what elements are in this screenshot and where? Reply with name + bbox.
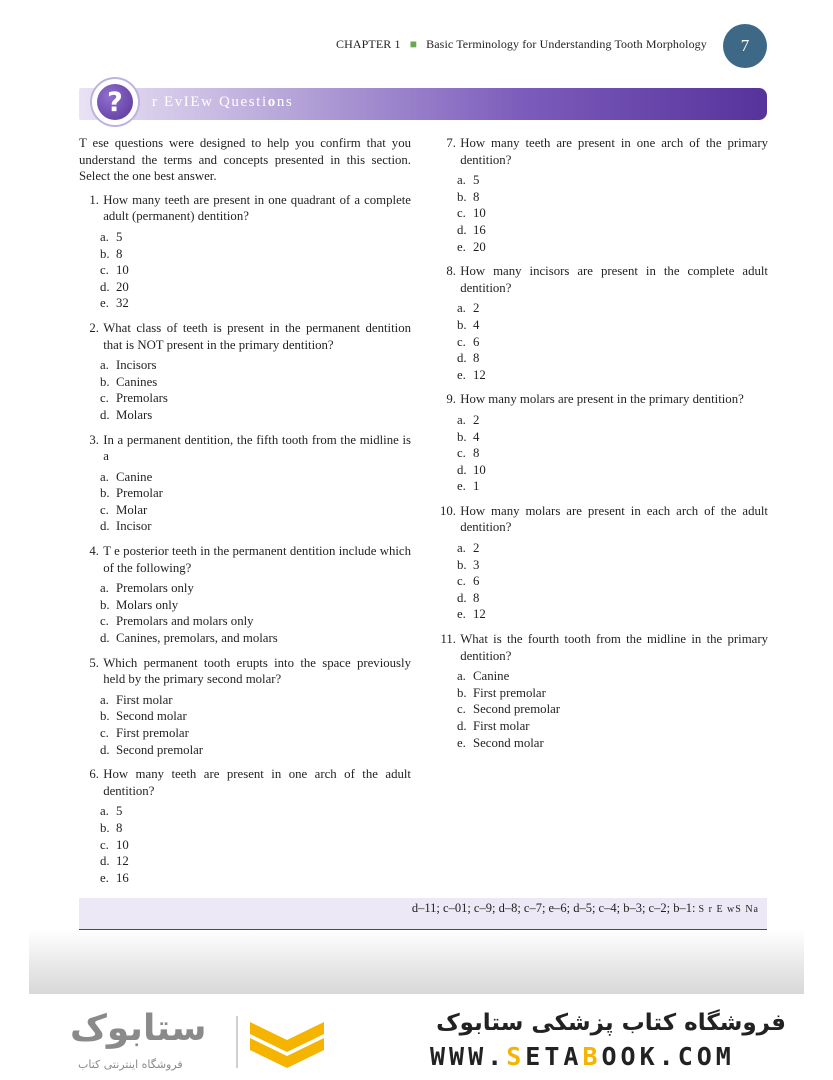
answer-option [100,485,411,502]
answer-key-bar [79,898,767,931]
answer-option [457,239,768,256]
answer-option [100,407,411,424]
option-text: 1 [473,479,480,494]
answer-options [100,692,411,758]
option-text: 8 [473,590,480,605]
page-number: 7 [723,24,767,68]
option-text: First premolar [473,685,546,700]
question-stem [79,543,411,576]
option-letter: b. [457,557,467,572]
option-letter: a. [100,469,109,484]
option-letter: d. [457,590,467,605]
store-logo-subtitle: فروشگاه اینترنتی کتاب [78,1058,183,1071]
question-text: T e posterior teeth in the permanent dentition include which of the following? [103,544,411,575]
option-letter: b. [100,820,110,835]
answer-options [100,580,411,646]
answer-option [100,229,411,246]
option-text: 16 [473,222,486,237]
question-item [79,655,411,759]
question-stem [79,766,411,799]
option-letter: e. [457,479,466,494]
option-letter: c. [100,263,109,278]
option-text: First molar [473,719,530,733]
question-stem [436,391,768,408]
option-letter: a. [457,301,466,316]
option-letter: b. [100,709,110,724]
option-text: First premolar [116,726,189,740]
answer-option [100,374,411,391]
answer-option [457,606,768,623]
answer-option [100,803,411,820]
question-mark-icon: ? [97,84,133,120]
answer-option [457,445,768,462]
option-letter: a. [100,581,109,596]
section-title: r EvIEw Questions [152,94,294,110]
option-text: 4 [473,429,480,444]
question-text: How many molars are present in each arch of the adult dentition? [460,503,768,535]
logo-divider [236,1016,238,1068]
option-text: 20 [473,239,486,254]
question-text: Which permanent tooth erupts into the space previously held by the primary second molar? [103,655,411,687]
answer-option [100,279,411,296]
chevron-logo-icon [248,1018,326,1070]
option-letter: d. [457,462,467,477]
option-letter: a. [457,541,466,556]
option-text: 8 [473,189,480,204]
answer-option [100,262,411,279]
option-text: Molar [116,502,148,517]
option-text: 5 [473,173,480,188]
option-letter: a. [457,412,466,427]
option-letter: a. [100,804,109,819]
answer-option [457,573,768,590]
option-letter: b. [100,486,110,501]
option-text: 10 [116,837,129,852]
answer-option [457,701,768,718]
left-column [79,135,411,894]
option-text: Molars only [116,597,179,612]
option-letter: c. [100,726,109,740]
option-letter: d. [100,854,110,869]
option-letter: a. [457,669,466,684]
option-text: 8 [116,246,123,261]
option-letter: d. [457,351,467,366]
right-column [436,135,768,759]
option-text: 16 [116,870,129,885]
option-letter: c. [457,446,466,461]
option-text: 12 [116,854,129,869]
option-text: Incisor [116,519,152,534]
option-text: Premolars only [116,581,194,596]
question-text: How many teeth are present in one arch of the adult dentition? [103,767,411,798]
answer-option [100,357,411,374]
answer-option [100,725,411,742]
store-url[interactable]: WWW.SETABOOK.COM [430,1042,735,1071]
question-stem [79,432,411,465]
question-stem [79,192,411,225]
option-text: Premolars and molars only [116,614,254,629]
option-text: 8 [473,351,480,366]
question-item [79,766,411,886]
question-number: 8. [446,264,456,279]
option-letter: c. [100,837,109,852]
question-number: 7. [446,136,456,150]
answer-option [100,820,411,837]
option-letter: e. [457,607,466,622]
option-letter: b. [457,189,467,204]
question-item [79,432,411,536]
option-text: 10 [473,462,486,477]
answer-option [457,668,768,685]
option-text: 10 [116,263,129,278]
option-text: 2 [473,541,480,556]
answer-option [100,708,411,725]
option-text: Second molar [116,709,187,724]
question-item [436,631,768,751]
question-text: How many teeth are present in one arch of the primary dentition? [460,136,768,167]
option-letter: d. [100,279,110,294]
answer-option [100,469,411,486]
option-letter: a. [100,692,109,707]
answer-option [457,590,768,607]
option-letter: a. [100,229,109,244]
answer-options [100,357,411,423]
answer-option [457,429,768,446]
option-text: Molars [116,407,153,422]
header-separator-dot: ■ [409,37,418,51]
chapter-title: Basic Terminology for Understanding Tooth Morphology [426,37,707,51]
question-number: 4. [89,544,99,559]
question-text: What class of teeth is present in the permanent dentition that is NOT present in the primary dentition? [103,320,411,352]
option-letter: e. [457,239,466,254]
question-item [79,192,411,312]
option-text: 12 [473,607,486,622]
option-letter: e. [457,735,466,750]
question-item [436,503,768,623]
option-letter: c. [457,334,466,349]
running-header [336,37,707,52]
intro-paragraph: T ese questions were designed to help you confirm that you understand the terms and concepts presented in this section. Select the one best answer. [79,136,411,184]
answer-option [457,735,768,752]
option-text: Second premolar [116,742,204,757]
option-letter: a. [100,358,109,373]
answer-option [100,630,411,647]
option-letter: b. [100,597,110,612]
question-item [79,320,411,424]
answer-options [100,469,411,535]
option-text: Second molar [473,735,544,750]
answer-option [100,870,411,887]
answer-option [100,597,411,614]
answer-option [100,853,411,870]
option-letter: c. [100,614,109,629]
answer-option [100,742,411,759]
option-letter: d. [457,719,467,733]
option-letter: d. [457,222,467,237]
option-text: 10 [473,206,486,221]
answer-option [100,390,411,407]
answer-options [457,668,768,751]
question-number: 1. [89,192,99,207]
answer-option [457,367,768,384]
option-letter: c. [457,206,466,221]
option-text: Canine [473,669,510,684]
option-text: 5 [116,804,123,819]
answer-option [457,172,768,189]
answer-option [457,222,768,239]
option-letter: e. [100,296,109,311]
question-stem [436,135,768,168]
option-letter: d. [100,519,110,534]
option-text: Premolars [116,391,168,406]
option-text: 5 [116,229,123,244]
option-letter: b. [100,374,110,389]
question-text: How many teeth are present in one quadrant of a complete adult (permanent) dentition? [103,192,411,224]
question-stem [436,631,768,664]
option-text: 3 [473,557,480,572]
option-text: 2 [473,412,480,427]
option-letter: c. [457,702,466,717]
option-text: First molar [116,692,173,707]
option-text: 6 [473,334,480,349]
option-text: 4 [473,317,480,332]
answer-option [100,518,411,535]
question-text: How many molars are present in the primary dentition? [460,392,744,407]
answer-options [100,803,411,886]
question-text: In a permanent dentition, the fifth tooth from the midline is a [103,432,411,464]
option-text: Canine [116,469,153,484]
option-letter: e. [457,367,466,382]
option-text: Incisors [116,358,157,373]
option-text: 6 [473,574,480,589]
question-number: 3. [89,432,99,447]
answer-options [100,229,411,312]
question-number: 11. [440,632,456,647]
answer-option [457,685,768,702]
option-letter: c. [100,391,109,406]
question-item [79,543,411,647]
option-letter: a. [457,173,466,188]
question-item [436,391,768,495]
answer-option [100,692,411,709]
question-stem [436,263,768,296]
option-letter: e. [100,870,109,885]
answer-option [457,205,768,222]
answer-options [457,172,768,255]
option-letter: d. [100,407,110,422]
question-text: What is the fourth tooth from the midline in the primary dentition? [460,632,768,663]
option-letter: b. [457,685,467,700]
question-number: 5. [89,655,99,670]
question-number: 10. [440,503,456,518]
option-letter: b. [457,429,467,444]
option-text: 32 [116,296,129,311]
answer-option [100,837,411,854]
answer-option [100,502,411,519]
answer-option [457,350,768,367]
question-stem [79,655,411,688]
option-text: 20 [116,279,129,294]
answer-option [457,462,768,479]
answer-option [100,580,411,597]
answer-option [457,300,768,317]
option-text: Premolar [116,486,163,501]
answer-option [457,540,768,557]
answer-option [100,613,411,630]
question-number: 6. [89,767,99,782]
answer-option [457,189,768,206]
option-text: Canines [116,374,158,389]
answer-option [457,334,768,351]
answer-option [457,412,768,429]
answer-key-label: S r E wS Na [698,904,759,915]
answer-option [457,317,768,334]
answer-option [457,718,768,735]
option-text: 8 [473,446,480,461]
chapter-label: CHAPTER 1 [336,37,401,51]
option-text: 8 [116,820,123,835]
answer-options [457,300,768,383]
answer-option [100,246,411,263]
question-number: 9. [446,392,456,407]
answer-option [457,478,768,495]
option-text: 12 [473,367,486,382]
option-letter: d. [100,742,110,757]
store-title: فروشگاه کتاب پزشکی ستابوک [436,1010,786,1036]
question-stem [79,320,411,353]
question-item [436,135,768,255]
option-letter: d. [100,631,110,646]
answer-option [100,295,411,312]
option-letter: b. [100,246,110,261]
answer-key [412,901,759,916]
store-logo: ستابوک [70,1008,207,1049]
answer-key-text: d–11; c–01; c–9; d–8; c–7; e–6; d–5; c–4; b–3; c–2; b–1: [411,901,696,915]
answer-option [457,557,768,574]
question-item [436,263,768,383]
answer-options [457,412,768,495]
option-text: 2 [473,301,480,316]
question-stem [436,503,768,536]
option-text: Canines, premolars, and molars [116,631,278,646]
option-text: Second premolar [473,702,561,717]
question-number: 2. [89,320,99,335]
answer-options [457,540,768,623]
option-letter: c. [100,502,109,517]
option-letter: c. [457,574,466,589]
question-text: How many incisors are present in the complete adult dentition? [460,264,768,295]
option-letter: b. [457,317,467,332]
page-shadow [29,930,804,994]
